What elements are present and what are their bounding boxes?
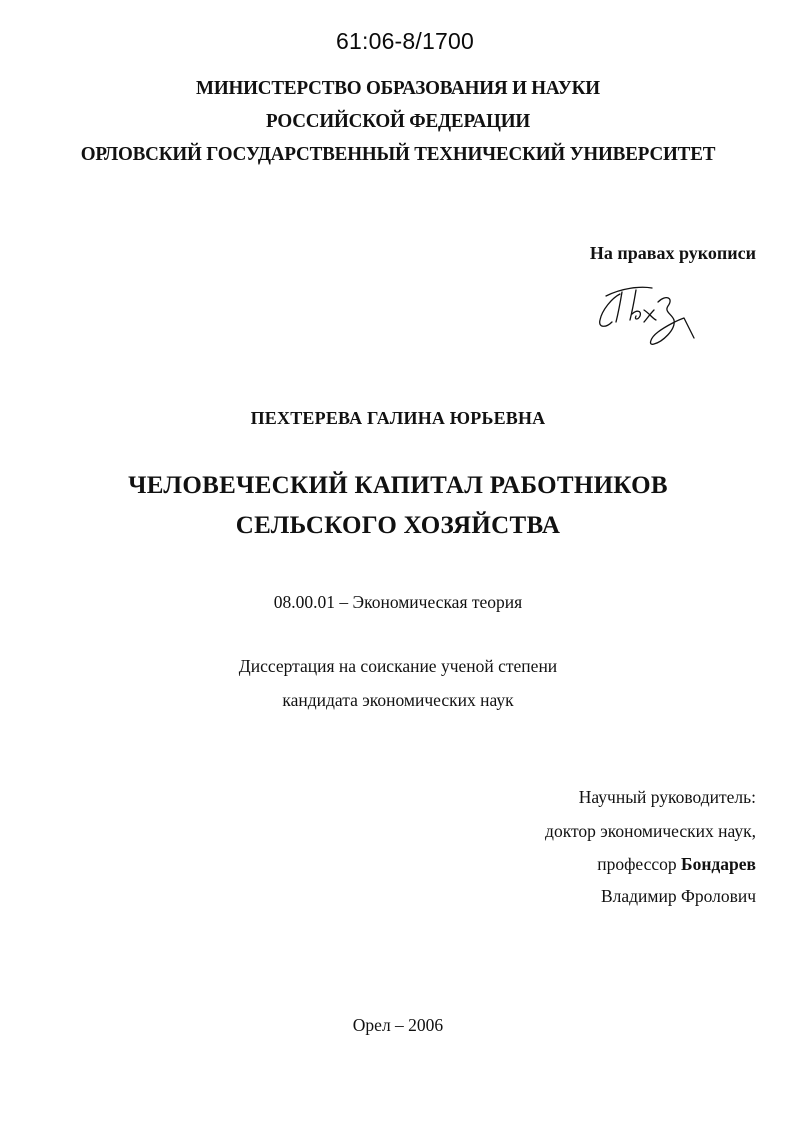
ministry-line-1: МИНИСТЕРСТВО ОБРАЗОВАНИЯ И НАУКИ	[196, 77, 600, 99]
advisor-title: профессор	[597, 854, 682, 874]
advisor-title-surname	[597, 854, 756, 875]
degree-line-1: Диссертация на соискание ученой степени	[238, 656, 558, 676]
advisor-rank: доктор экономических наук,	[545, 821, 756, 841]
rights-note: На правах рукописи	[589, 243, 756, 263]
advisor-label: Научный руководитель:	[578, 787, 756, 807]
catalog-stamp: 61:06-8/1700	[336, 28, 474, 54]
ministry-line-2: РОССИЙСКОЙ ФЕДЕРАЦИИ	[265, 110, 531, 132]
place-year: Орел – 2006	[352, 1015, 444, 1035]
dissertation-title-line-2: СЕЛЬСКОГО ХОЗЯЙСТВА	[235, 512, 561, 539]
signature-icon	[592, 280, 712, 350]
author-name: ПЕХТЕРЕВА ГАЛИНА ЮРЬЕВНА	[250, 408, 546, 428]
specialty-code: 08.00.01 – Экономическая теория	[273, 592, 523, 612]
advisor-surname: Бондарев	[681, 854, 756, 874]
advisor-given-names: Владимир Фролович	[600, 886, 756, 906]
dissertation-title-line-1: ЧЕЛОВЕЧЕСКИЙ КАПИТАЛ РАБОТНИКОВ	[128, 472, 668, 499]
degree-line-2: кандидата экономических наук	[282, 690, 514, 710]
university-name: ОРЛОВСКИЙ ГОСУДАРСТВЕННЫЙ ТЕХНИЧЕСКИЙ УНИВЕРСИТЕТ	[80, 143, 716, 165]
